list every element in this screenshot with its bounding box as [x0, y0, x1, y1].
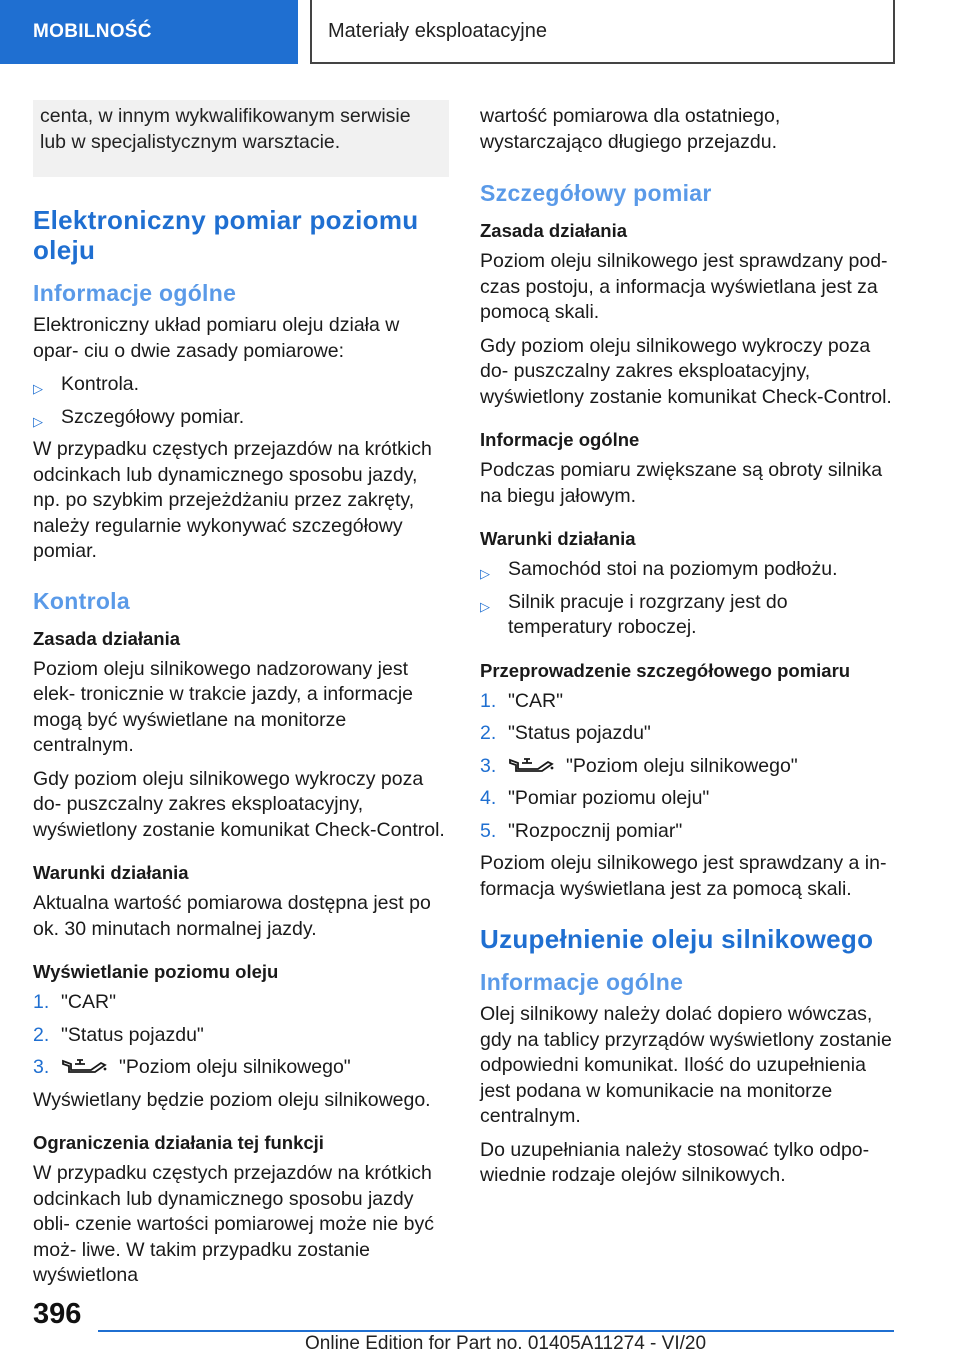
paragraph: Elektroniczny układ pomiaru oleju działa w opar- ciu o dwie zasady pomiarowe:	[33, 314, 400, 362]
right-column	[480, 100, 896, 1197]
list-item: 2. "Status pojazdu"	[33, 1023, 204, 1046]
oil-can-icon	[61, 1057, 107, 1075]
list-item: 2. "Status pojazdu"	[480, 722, 651, 744]
triangle-bullet-icon: ▷	[480, 566, 490, 581]
edition-footer: Online Edition for Part no. 01405A11274 - VI/20	[305, 1333, 707, 1354]
paragraph: Gdy poziom oleju silnikowego wykroczy poza do- puszczalny zakres eksploatacyjny, wyświetlony zostanie komunikat Check-Control.	[33, 767, 445, 841]
left-column	[33, 100, 449, 1297]
note-box: centa, w innym wykwalifikowanym serwisie lub w specjalistycznym warsztacie.	[33, 100, 449, 177]
heading-principle: Zasada działania	[480, 220, 628, 241]
chapter-title: Materiały eksploatacyjne	[310, 0, 895, 64]
list-item: 3. "Poziom oleju silnikowego"	[480, 754, 798, 777]
paragraph: Poziom oleju silnikowego jest sprawdzany pod- czas postoju, a informacja wyświetlana jest za pomocą skali.	[480, 250, 888, 323]
triangle-bullet-icon: ▷	[33, 413, 43, 429]
paragraph: W przypadku częstych przejazdów na krótkich odcinkach lub dynamicznego sposobu jazdy, np. po szybkim przejeżdżaniu przez zakręty, należy regularnie wykonywać szczegółowy pomiar.	[33, 438, 432, 562]
list-item: ▷ Kontrola.	[33, 372, 449, 398]
paragraph: Poziom oleju silnikowego jest sprawdzany a in- formacja wyświetlana jest za pomocą skali.	[480, 852, 887, 900]
heading-conditions: Warunki działania	[480, 528, 636, 549]
list-item: 1. "CAR"	[480, 689, 564, 712]
heading-oil-measurement: Elektroniczny pomiar poziomu oleju	[33, 205, 419, 265]
list-item: ▷ Samochód stoi na poziomym podłożu.	[480, 557, 896, 583]
bullet-list	[33, 372, 449, 430]
heading-conditions: Warunki działania	[33, 862, 189, 883]
heading-principle: Zasada działania	[33, 627, 181, 649]
paragraph: Do uzupełniania należy stosować tylko odpo- wiednie rodzaje olejów silnikowych.	[480, 1138, 870, 1186]
section-tab: MOBILNOŚĆ	[0, 0, 298, 64]
paragraph: W przypadku częstych przejazdów na krótkich odcinkach lub dynamicznego sposobu jazdy obli- czenie wartości pomiarowej może nie być moż- liwe. W takim przypadku zostanie wyświetlona	[33, 1162, 434, 1286]
numbered-list	[33, 990, 449, 1081]
heading-display: Wyświetlanie poziomu oleju	[33, 961, 279, 982]
heading-general-info: Informacje ogólne	[480, 969, 684, 995]
list-item: ▷ Szczegółowy pomiar.	[33, 405, 449, 431]
bullet-list	[480, 557, 896, 641]
paragraph: Aktualna wartość pomiarowa dostępna jest po ok. 30 minutach normalnej jazdy.	[33, 892, 431, 940]
paragraph: Podczas pomiaru zwiększane są obroty silnika na biegu jałowym.	[480, 459, 883, 507]
list-item: ▷ Silnik pracuje i rozgrzany jest do temperatury roboczej.	[480, 590, 788, 638]
heading-general-info: Informacje ogólne	[480, 429, 640, 450]
list-item: 3. "Poziom oleju silnikowego"	[33, 1056, 351, 1078]
heading-procedure: Przeprowadzenie szczegółowego pomiaru	[480, 659, 851, 681]
triangle-bullet-icon: ▷	[33, 381, 43, 396]
paragraph: Olej silnikowy należy dolać dopiero wówczas, gdy na tablicy przyrządów wyświetlony zostanie odpowiedni komunikat. Ilość do uzupełnienia jest podana w komunikacie na monitorze centralnym.	[480, 1003, 892, 1127]
heading-general-info: Informacje ogólne	[33, 280, 237, 306]
triangle-bullet-icon: ▷	[480, 598, 490, 614]
heading-refill: Uzupełnienie oleju silnikowego	[480, 924, 874, 954]
paragraph: wartość pomiarowa dla ostatniego, wystarczająco długiego przejazdu.	[480, 105, 781, 153]
paragraph: Wyświetlany będzie poziom oleju silnikowego.	[33, 1088, 431, 1111]
heading-detail-measurement: Szczegółowy pomiar	[480, 180, 712, 206]
list-item: 5. "Rozpocznij pomiar"	[480, 819, 683, 842]
oil-can-icon	[508, 756, 554, 774]
heading-kontrola: Kontrola	[33, 587, 130, 614]
paragraph: Poziom oleju silnikowego nadzorowany jest elek- tronicznie w trakcie jazdy, a informacje mogą być wyświetlane na monitorze centralnym.	[33, 657, 414, 756]
page-number: 396	[33, 1298, 82, 1330]
list-item: 4. "Pomiar poziomu oleju"	[480, 787, 710, 809]
heading-limits: Ograniczenia działania tej funkcji	[33, 1132, 324, 1153]
footer-rule	[98, 1330, 894, 1332]
list-item: 1. "CAR"	[33, 991, 117, 1013]
numbered-list	[480, 689, 896, 845]
paragraph: Gdy poziom oleju silnikowego wykroczy poza do- puszczalny zakres eksploatacyjny, wyświetlony zostanie komunikat Check-Control.	[480, 334, 892, 408]
